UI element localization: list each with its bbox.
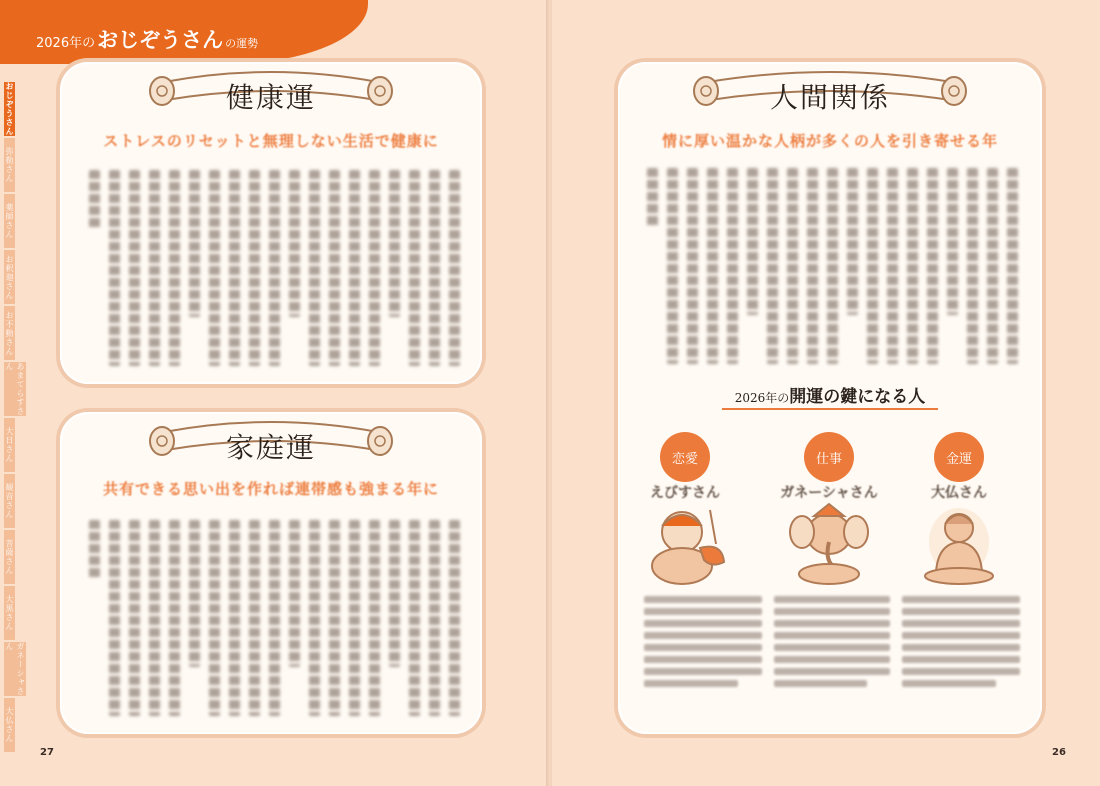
side-index-tabs xyxy=(4,82,32,754)
side-tab[interactable]: 薬師さん xyxy=(4,194,15,248)
text-column xyxy=(149,520,160,716)
text-column xyxy=(409,170,420,366)
ebisu-description xyxy=(644,596,762,687)
text-column xyxy=(987,168,998,364)
text-column xyxy=(89,520,100,579)
deity-name-daibutsu: 大仏さん xyxy=(931,485,987,501)
ganesha-description xyxy=(774,596,890,687)
side-tab[interactable]: おじぞうさん xyxy=(5,82,14,136)
description-line xyxy=(774,644,890,651)
text-column xyxy=(229,520,240,716)
text-column xyxy=(449,170,460,366)
description-line xyxy=(644,656,762,663)
description-line xyxy=(774,680,867,687)
relations-subtitle: 情に厚い温かな人柄が多くの人を引き寄せる年 xyxy=(661,132,998,150)
description-line xyxy=(774,656,890,663)
text-column xyxy=(747,168,758,315)
badge-love: 恋愛 xyxy=(660,432,710,482)
text-column xyxy=(229,170,240,366)
text-column xyxy=(409,520,420,716)
side-tab[interactable]: お不動さん xyxy=(4,306,15,360)
text-column xyxy=(687,168,698,364)
text-column xyxy=(389,520,400,667)
text-column xyxy=(289,170,300,317)
text-column xyxy=(209,520,220,716)
text-column xyxy=(189,170,200,317)
text-column xyxy=(887,168,898,364)
text-column xyxy=(1007,168,1018,364)
text-column xyxy=(169,520,180,716)
text-column xyxy=(349,520,360,716)
description-line xyxy=(902,680,996,687)
text-column xyxy=(767,168,778,364)
text-column xyxy=(189,520,200,667)
text-column xyxy=(89,170,100,229)
right-page xyxy=(552,0,1100,786)
description-line xyxy=(902,668,1020,675)
text-column xyxy=(907,168,918,364)
text-column xyxy=(647,168,658,227)
text-column xyxy=(429,520,440,716)
text-column xyxy=(209,170,220,366)
text-column xyxy=(109,520,120,716)
text-column xyxy=(249,170,260,366)
badge-work: 仕事 xyxy=(804,432,854,482)
family-title: 家庭運 xyxy=(225,431,316,464)
text-column xyxy=(309,520,320,716)
text-column xyxy=(169,170,180,366)
text-column xyxy=(707,168,718,364)
text-column xyxy=(927,168,938,364)
health-title: 健康運 xyxy=(225,81,316,114)
text-column xyxy=(429,170,440,366)
description-line xyxy=(774,620,890,627)
side-tab[interactable]: 大日さん xyxy=(4,418,15,472)
key-people-year: 2026年の xyxy=(734,391,790,405)
description-line xyxy=(774,608,890,615)
header-suffix: の運勢 xyxy=(225,37,259,50)
daibutsu-description xyxy=(902,596,1020,687)
key-people-title xyxy=(618,382,1042,407)
text-column xyxy=(269,520,280,716)
text-column xyxy=(787,168,798,364)
description-line xyxy=(902,596,1020,603)
description-line xyxy=(644,668,762,675)
side-tab[interactable]: 大仏さん xyxy=(4,698,15,752)
text-column xyxy=(947,168,958,315)
text-column xyxy=(129,520,140,716)
relations-title: 人間関係 xyxy=(769,81,890,114)
text-column xyxy=(449,520,460,716)
description-line xyxy=(902,644,1020,651)
side-tab[interactable]: 弥勒さん xyxy=(4,138,15,192)
text-column xyxy=(269,170,280,366)
description-line xyxy=(644,644,762,651)
relations-body-text xyxy=(642,168,1018,364)
health-subtitle: ストレスのリセットと無理しない生活で健康に xyxy=(103,132,439,150)
text-column xyxy=(389,170,400,317)
key-people-underline xyxy=(722,408,938,410)
description-line xyxy=(774,668,890,675)
side-tab[interactable]: 大黒さん xyxy=(4,586,15,640)
side-tab[interactable]: あまてらすさん xyxy=(5,362,25,416)
description-line xyxy=(774,632,890,639)
text-column xyxy=(967,168,978,364)
description-line xyxy=(644,680,738,687)
relations-card xyxy=(618,62,1042,734)
page-number-right: 26 xyxy=(1052,747,1066,758)
description-line xyxy=(902,608,1020,615)
ebisu-illustration-icon xyxy=(640,502,730,586)
badge-money: 金運 xyxy=(934,432,984,482)
text-column xyxy=(667,168,678,364)
daibutsu-illustration-icon xyxy=(914,502,1004,586)
text-column xyxy=(109,170,120,366)
header-name: おじぞうさん xyxy=(97,27,224,52)
text-column xyxy=(349,170,360,366)
left-page xyxy=(0,0,548,786)
description-line xyxy=(902,620,1020,627)
deity-name-ebisu: えびすさん xyxy=(650,485,720,501)
text-column xyxy=(827,168,838,364)
header-title xyxy=(36,24,258,54)
family-card xyxy=(60,412,482,734)
side-tab[interactable]: ガネーシャさん xyxy=(5,642,25,696)
description-line xyxy=(644,620,762,627)
text-column xyxy=(847,168,858,315)
text-column xyxy=(289,520,300,667)
text-column xyxy=(807,168,818,364)
text-column xyxy=(329,170,340,366)
text-column xyxy=(249,520,260,716)
description-line xyxy=(902,632,1020,639)
text-column xyxy=(867,168,878,364)
health-body-text xyxy=(86,170,460,366)
text-column xyxy=(149,170,160,366)
text-column xyxy=(369,170,380,366)
ganesha-illustration-icon xyxy=(784,502,874,586)
side-tab[interactable]: お釈迦さん xyxy=(4,250,15,304)
key-people-heading: 開運の鍵になる人 xyxy=(789,387,926,407)
description-line xyxy=(902,656,1020,663)
text-column xyxy=(369,520,380,716)
deity-name-ganesha: ガネーシャさん xyxy=(780,485,878,501)
description-line xyxy=(774,596,890,603)
text-column xyxy=(309,170,320,366)
description-line xyxy=(644,596,762,603)
health-card xyxy=(60,62,482,384)
family-subtitle: 共有できる思い出を作れば連帯感も強まる年に xyxy=(102,480,439,498)
page-number-left: 27 xyxy=(40,747,54,758)
text-column xyxy=(129,170,140,366)
description-line xyxy=(644,608,762,615)
family-body-text xyxy=(86,520,460,716)
description-line xyxy=(644,632,762,639)
text-column xyxy=(329,520,340,716)
side-tab[interactable]: 菩薩さん xyxy=(4,530,15,584)
side-tab[interactable]: 観音さん xyxy=(4,474,15,528)
text-column xyxy=(727,168,738,364)
header-year: 2026年の xyxy=(36,36,96,51)
